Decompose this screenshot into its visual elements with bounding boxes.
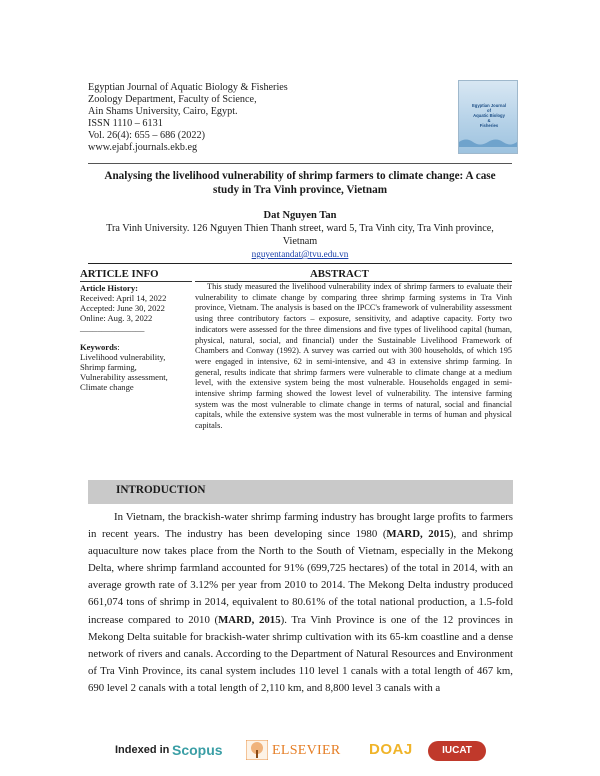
author-email-link[interactable]: nguyentandat@tvu.edu.vn — [251, 249, 349, 259]
journal-department: Zoology Department, Faculty of Science, — [88, 94, 257, 105]
journal-issn: ISSN 1110 – 6131 — [88, 118, 163, 129]
author-affiliation: Tra Vinh University. 126 Nguyen Thien Thanh street, ward 5, Tra Vinh city, Tra Vinh province, Vietnam — [106, 223, 494, 247]
author-name: Dat Nguyen Tan — [263, 210, 337, 221]
doaj-logo: DOAJ — [369, 741, 413, 758]
citation: MARD, 2015 — [218, 613, 281, 626]
article-history — [80, 283, 166, 333]
journal-volume: Vol. 26(4): 655 – 686 (2022) — [88, 130, 205, 141]
journal-university: Ain Shams University, Cairo, Egypt. — [88, 106, 238, 117]
history-separator: _______________ — [80, 323, 145, 333]
history-label: Article History: — [80, 283, 138, 293]
accepted-date: Accepted: June 30, 2022 — [80, 303, 165, 313]
introduction-heading: INTRODUCTION — [116, 484, 206, 496]
abstract-text: This study measured the livelihood vulnerability index of shrimp farmers to evaluate their vulnerability to climate change by comparing three shrimp farming systems in Tra Vinh province, Vietnam. The analysis is based on the IPCC's framework of vulnerability assessment using three contributory factors – exposure, sensitivity, and adaptive capacity. Forty two indicators were assessed for the three dimensions and five types of livelihood capital (human, physical, natural, social, and financial) under the Sustainable Livelihood Framework of Chambers and Conway (1992). A survey was carried out with 300 households, of which 195 were engaged in intensive, 62 in semi-intensive, and 43 in extensive shrimp farming. In general, results indicate that shrimp farmers were vulnerable to climate change at a medium level, with the extensive system being the most vulnerable. Households engaged in semi-intensive shrimp farming showed the lowest level of vulnerability. The intensive farming system was the most vulnerable to climate change in terms of natural, social and financial capitals, while the extensive system was the most vulnerable in terms of human and physical capitals. — [195, 282, 512, 431]
journal-info — [88, 82, 388, 154]
keyword-item: Climate change — [80, 382, 134, 392]
received-date: Received: April 14, 2022 — [80, 293, 167, 303]
journal-website: www.ejabf.journals.ekb.eg — [88, 142, 198, 153]
keyword-item: Vulnerability assessment, — [80, 372, 168, 382]
iucat-logo: IUCAT — [428, 741, 486, 761]
info-top-divider — [88, 263, 512, 264]
abstract-heading: ABSTRACT — [310, 268, 369, 280]
cover-title: Egyptian Journal of Aquatic Biology & Fisheries — [472, 103, 506, 128]
journal-cover-image — [458, 80, 518, 154]
scopus-logo: Scopus — [172, 742, 223, 758]
journal-name: Egyptian Journal of Aquatic Biology & Fisheries — [88, 82, 288, 93]
article-title: Analysing the livelihood vulnerability of shrimp farmers to climate change: A case study in Tra Vinh province, Vietnam — [104, 170, 496, 196]
elsevier-logo: ELSEVIER — [272, 743, 341, 758]
indexed-in-label: Indexed in — [115, 744, 170, 756]
citation: MARD, 2015 — [386, 528, 450, 541]
article-info-heading: ARTICLE INFO — [80, 268, 159, 280]
elsevier-tree-icon — [246, 740, 268, 760]
online-date: Online: Aug. 3, 2022 — [80, 313, 153, 323]
keyword-item: Shrimp farming, — [80, 362, 137, 372]
keywords-block: Keywords: Livelihood vulnerability, Shrimp farming, Vulnerability assessment, Climate change — [80, 342, 168, 392]
cover-wave-decoration — [459, 137, 517, 147]
keyword-item: Livelihood vulnerability, — [80, 352, 166, 362]
introduction-paragraph: In Vietnam, the brackish-water shrimp farming industry has brought large profits to farmers in recent years. The industry has been developing since 1980 (MARD, 2015), and shrimp aquaculture now takes place from the North to the South of Vietnam, especially in the Mekong Delta, where shrimp farmland accounted for 91% (699,725 hectares) of the total in 2014, with an average growth rate of 3.12% per year from 2010 to 2014. The Mekong Delta industry produced 661,074 tons of shrimp in 2014, equivalent to 80.61% of the total national production, a 1.5-fold increase compared to 2010 (MARD, 2015). Tra Vinh Province is one of the 12 provinces in Mekong Delta suitable for brackish-water shrimp cultivation with its 65-km coastline and a dense network of rivers and canals. According to the Department of Natural Resources and Environment of Tra Vinh Province, its canal system includes 110 level 1 canals with a total length of 467 km, 690 level 2 canals with a total length of 2,110 km, and 8,800 level 3 canals with a — [88, 511, 513, 694]
header-divider — [88, 163, 512, 164]
article-info-underline — [80, 281, 192, 282]
keywords-label: Keywords — [80, 342, 118, 352]
